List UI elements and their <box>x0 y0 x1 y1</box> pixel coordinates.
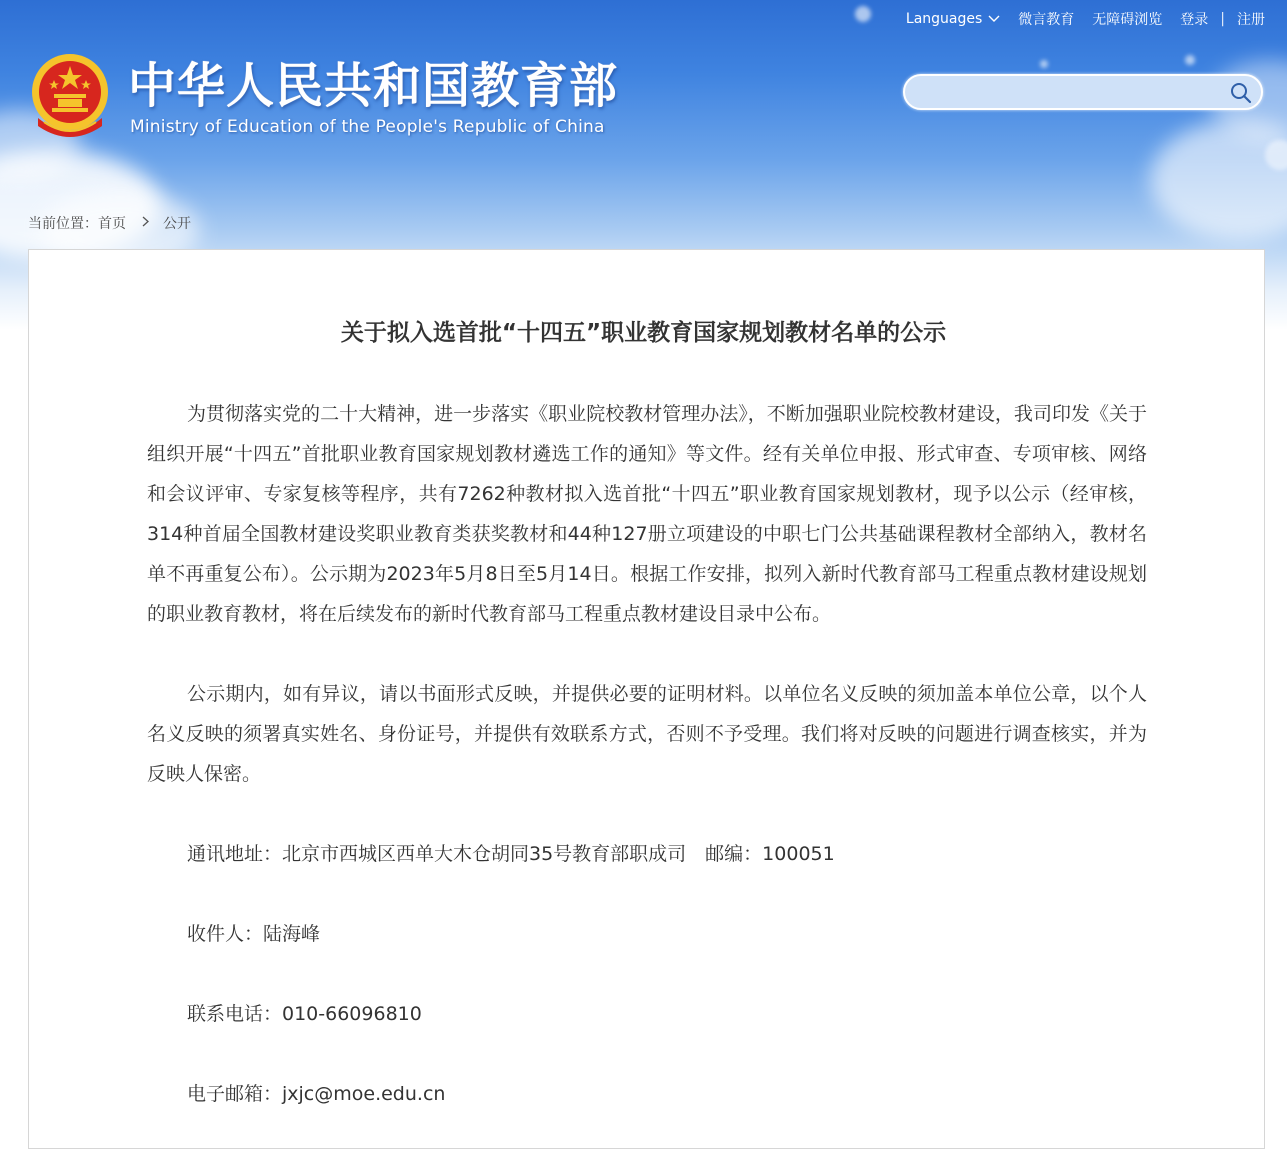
contact-phone: 联系电话：010-66096810 <box>187 1003 422 1025</box>
breadcrumb <box>28 213 191 233</box>
chevron-down-icon <box>988 15 1000 23</box>
chevron-right-icon <box>142 215 149 231</box>
contact-email: 电子邮箱：jxjc@moe.edu.cn <box>187 1083 446 1105</box>
weiyan-link[interactable]: 微言教育 <box>1018 12 1075 28</box>
contact-address: 通讯地址：北京市西城区西单大木仓胡同35号教育部职成司 邮编：100051 <box>187 843 835 865</box>
nav-separator: | <box>1220 11 1225 27</box>
breadcrumb-current-link[interactable]: 公开 <box>163 216 191 232</box>
article-paragraph: 为贯彻落实党的二十大精神，进一步落实《职业院校教材管理办法》，不断加强职业院校教材建设，我司印发《关于组织开展“十四五”首批职业教育国家规划教材遴选工作的通知》等文件。经有关单位申报、形式审查、专项审核、网络和会议评审、专家复核等程序，共有7262种教材拟入选首批“十四五”职业教育国家规划教材，现予以公示（经审核，314种首届全国教材建设奖职业教育类获奖教材和44种127册立项建设的中职七门公共基础课程教材全部纳入，教材名单不再重复公布）。公示期为2023年5月8日至5月14日。根据工作安排，拟列入新时代教育部马工程重点教材建设规划的职业教育教材，将在后续发布的新时代教育部马工程重点教材建设目录中公布。 <box>147 403 1147 625</box>
languages-menu[interactable] <box>906 11 1000 27</box>
site-title-cn[interactable]: 中华人民共和国教育部 <box>128 58 619 114</box>
accessible-browse-link[interactable]: 无障碍浏览 <box>1092 12 1163 28</box>
login-link[interactable]: 登录 <box>1180 12 1209 28</box>
contact-recipient: 收件人：陆海峰 <box>187 923 321 945</box>
site-title-en: Ministry of Education of the People's Republic of China <box>130 117 605 137</box>
breadcrumb-home-link[interactable]: 首页 <box>98 216 126 232</box>
search-box <box>903 74 1263 110</box>
article-paragraph: 公示期内，如有异议，请以书面形式反映，并提供必要的证明材料。以单位名义反映的须加盖本单位公章，以个人名义反映的须署真实姓名、身份证号，并提供有效联系方式，否则不予受理。我们将对反映的问题进行调查核实，并为反映人保密。 <box>147 683 1147 785</box>
search-icon[interactable] <box>1229 81 1253 105</box>
article-body <box>147 394 1147 1154</box>
top-nav <box>906 8 1265 30</box>
breadcrumb-prefix: 当前位置： <box>28 216 98 232</box>
article-title: 关于拟入选首批“十四五”职业教育国家规划教材名单的公示 <box>340 320 947 346</box>
register-link[interactable]: 注册 <box>1237 12 1265 28</box>
search-input[interactable] <box>919 81 1223 105</box>
languages-label: Languages <box>905 11 983 27</box>
national-emblem-icon[interactable] <box>30 52 110 140</box>
